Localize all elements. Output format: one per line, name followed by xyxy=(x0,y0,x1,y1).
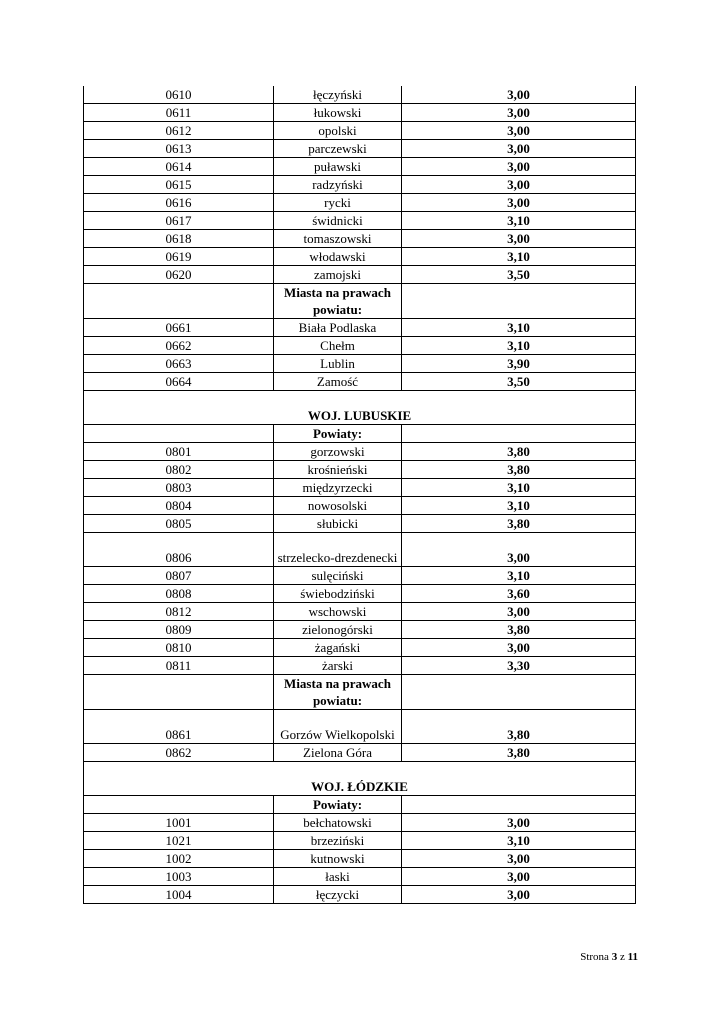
table-row xyxy=(84,515,636,533)
voivodeship-name: WOJ. LUBUSKIE xyxy=(84,391,636,425)
group-label-cell: Miasta na prawach powiatu: xyxy=(274,284,402,319)
group-label-cell: Powiaty: xyxy=(274,425,402,443)
code-cell: 1003 xyxy=(84,868,274,886)
value-cell: 3,80 xyxy=(402,443,636,461)
name-cell: Zielona Góra xyxy=(274,744,402,762)
value-cell: 3,10 xyxy=(402,479,636,497)
name-cell: rycki xyxy=(274,194,402,212)
value-cell: 3,00 xyxy=(402,639,636,657)
name-cell: żagański xyxy=(274,639,402,657)
empty-cell xyxy=(84,675,274,710)
table-row xyxy=(84,248,636,266)
value-cell: 3,10 xyxy=(402,248,636,266)
empty-cell xyxy=(402,284,636,319)
empty-cell xyxy=(402,675,636,710)
code-cell: 0618 xyxy=(84,230,274,248)
code-cell: 0801 xyxy=(84,443,274,461)
value-cell: 3,00 xyxy=(402,886,636,904)
code-cell: 0617 xyxy=(84,212,274,230)
table-row xyxy=(84,319,636,337)
code-cell: 0806 xyxy=(84,533,274,567)
code-cell: 0662 xyxy=(84,337,274,355)
code-cell: 0805 xyxy=(84,515,274,533)
code-cell: 1004 xyxy=(84,886,274,904)
table-row xyxy=(84,158,636,176)
table-row xyxy=(84,479,636,497)
name-cell: Lublin xyxy=(274,355,402,373)
name-cell: nowosolski xyxy=(274,497,402,515)
name-cell: brzeziński xyxy=(274,832,402,850)
code-cell: 1002 xyxy=(84,850,274,868)
name-cell: kutnowski xyxy=(274,850,402,868)
table-row xyxy=(84,140,636,158)
value-cell: 3,00 xyxy=(402,122,636,140)
footer-separator: z xyxy=(617,951,628,963)
code-cell: 0861 xyxy=(84,710,274,744)
name-cell: łukowski xyxy=(274,104,402,122)
table-row xyxy=(84,373,636,391)
code-cell: 0616 xyxy=(84,194,274,212)
empty-cell xyxy=(402,796,636,814)
table-row xyxy=(84,744,636,762)
value-cell: 3,00 xyxy=(402,194,636,212)
voivodeship-header-row xyxy=(84,762,636,796)
group-label-cell: Powiaty: xyxy=(274,796,402,814)
table-row xyxy=(84,832,636,850)
table-row xyxy=(84,337,636,355)
code-cell: 0610 xyxy=(84,86,274,104)
value-cell: 3,00 xyxy=(402,230,636,248)
name-cell: włodawski xyxy=(274,248,402,266)
table-row xyxy=(84,814,636,832)
name-cell: łęczycki xyxy=(274,886,402,904)
name-cell: puławski xyxy=(274,158,402,176)
code-cell: 0661 xyxy=(84,319,274,337)
table-row xyxy=(84,461,636,479)
name-cell: radzyński xyxy=(274,176,402,194)
table-row xyxy=(84,355,636,373)
code-cell: 0620 xyxy=(84,266,274,284)
value-cell: 3,00 xyxy=(402,814,636,832)
name-cell: strzelecko-drezdenecki xyxy=(274,533,402,567)
name-cell: żarski xyxy=(274,657,402,675)
name-cell: Biała Podlaska xyxy=(274,319,402,337)
table-row xyxy=(84,710,636,744)
value-cell: 3,00 xyxy=(402,104,636,122)
table-row xyxy=(84,868,636,886)
code-cell: 1021 xyxy=(84,832,274,850)
table-row xyxy=(84,850,636,868)
name-cell: gorzowski xyxy=(274,443,402,461)
footer-page-total: 11 xyxy=(627,951,638,963)
empty-cell xyxy=(84,284,274,319)
code-cell: 0804 xyxy=(84,497,274,515)
code-cell: 0803 xyxy=(84,479,274,497)
value-cell: 3,10 xyxy=(402,832,636,850)
table-row xyxy=(84,639,636,657)
name-cell: krośnieński xyxy=(274,461,402,479)
name-cell: bełchatowski xyxy=(274,814,402,832)
name-cell: parczewski xyxy=(274,140,402,158)
code-cell: 0802 xyxy=(84,461,274,479)
empty-cell xyxy=(402,425,636,443)
table-row xyxy=(84,497,636,515)
table-row xyxy=(84,621,636,639)
table-row xyxy=(84,176,636,194)
table-row xyxy=(84,266,636,284)
code-cell: 0614 xyxy=(84,158,274,176)
name-cell: świebodziński xyxy=(274,585,402,603)
city-group-row xyxy=(84,284,636,319)
code-cell: 0809 xyxy=(84,621,274,639)
voivodeship-name: WOJ. ŁÓDZKIE xyxy=(84,762,636,796)
code-cell: 0619 xyxy=(84,248,274,266)
value-cell: 3,00 xyxy=(402,533,636,567)
name-cell: międzyrzecki xyxy=(274,479,402,497)
value-cell: 3,00 xyxy=(402,176,636,194)
code-cell: 0664 xyxy=(84,373,274,391)
name-cell: łaski xyxy=(274,868,402,886)
voivodeship-header-row xyxy=(84,391,636,425)
value-cell: 3,00 xyxy=(402,603,636,621)
value-cell: 3,80 xyxy=(402,515,636,533)
value-cell: 3,10 xyxy=(402,497,636,515)
code-cell: 0810 xyxy=(84,639,274,657)
table-row xyxy=(84,603,636,621)
empty-cell xyxy=(84,425,274,443)
code-cell: 0862 xyxy=(84,744,274,762)
table-row xyxy=(84,657,636,675)
section-subheader-row xyxy=(84,425,636,443)
value-cell: 3,50 xyxy=(402,266,636,284)
table-row xyxy=(84,122,636,140)
name-cell: Gorzów Wielkopolski xyxy=(274,710,402,744)
value-cell: 3,80 xyxy=(402,710,636,744)
value-cell: 3,80 xyxy=(402,744,636,762)
value-cell: 3,90 xyxy=(402,355,636,373)
code-cell: 0812 xyxy=(84,603,274,621)
code-cell: 0811 xyxy=(84,657,274,675)
value-cell: 3,00 xyxy=(402,868,636,886)
code-cell: 0808 xyxy=(84,585,274,603)
table-row xyxy=(84,194,636,212)
value-cell: 3,10 xyxy=(402,337,636,355)
name-cell: Chełm xyxy=(274,337,402,355)
value-cell: 3,00 xyxy=(402,140,636,158)
value-cell: 3,30 xyxy=(402,657,636,675)
value-cell: 3,10 xyxy=(402,319,636,337)
empty-cell xyxy=(84,796,274,814)
value-cell: 3,10 xyxy=(402,567,636,585)
value-cell: 3,00 xyxy=(402,850,636,868)
table-row xyxy=(84,86,636,104)
name-cell: świdnicki xyxy=(274,212,402,230)
name-cell: Zamość xyxy=(274,373,402,391)
table-row xyxy=(84,230,636,248)
city-group-row xyxy=(84,675,636,710)
table-row xyxy=(84,104,636,122)
table-row xyxy=(84,886,636,904)
value-cell: 3,60 xyxy=(402,585,636,603)
group-label-cell: Miasta na prawach powiatu: xyxy=(274,675,402,710)
name-cell: wschowski xyxy=(274,603,402,621)
name-cell: sulęciński xyxy=(274,567,402,585)
code-cell: 0807 xyxy=(84,567,274,585)
table-row xyxy=(84,585,636,603)
name-cell: zielonogórski xyxy=(274,621,402,639)
footer-page-number: 3 xyxy=(611,951,618,963)
name-cell: tomaszowski xyxy=(274,230,402,248)
value-cell: 3,50 xyxy=(402,373,636,391)
value-cell: 3,80 xyxy=(402,621,636,639)
name-cell: łęczyński xyxy=(274,86,402,104)
name-cell: zamojski xyxy=(274,266,402,284)
code-cell: 0612 xyxy=(84,122,274,140)
section-subheader-row xyxy=(84,796,636,814)
code-cell: 1001 xyxy=(84,814,274,832)
code-cell: 0613 xyxy=(84,140,274,158)
value-cell: 3,10 xyxy=(402,212,636,230)
table-row xyxy=(84,533,636,567)
code-cell: 0611 xyxy=(84,104,274,122)
name-cell: opolski xyxy=(274,122,402,140)
table-row xyxy=(84,567,636,585)
value-cell: 3,00 xyxy=(402,86,636,104)
table-row xyxy=(84,443,636,461)
code-cell: 0663 xyxy=(84,355,274,373)
name-cell: słubicki xyxy=(274,515,402,533)
value-cell: 3,80 xyxy=(402,461,636,479)
footer-prefix: Strona xyxy=(580,951,612,963)
value-cell: 3,00 xyxy=(402,158,636,176)
page-footer xyxy=(580,951,638,963)
table-row xyxy=(84,212,636,230)
data-table xyxy=(83,86,636,904)
code-cell: 0615 xyxy=(84,176,274,194)
